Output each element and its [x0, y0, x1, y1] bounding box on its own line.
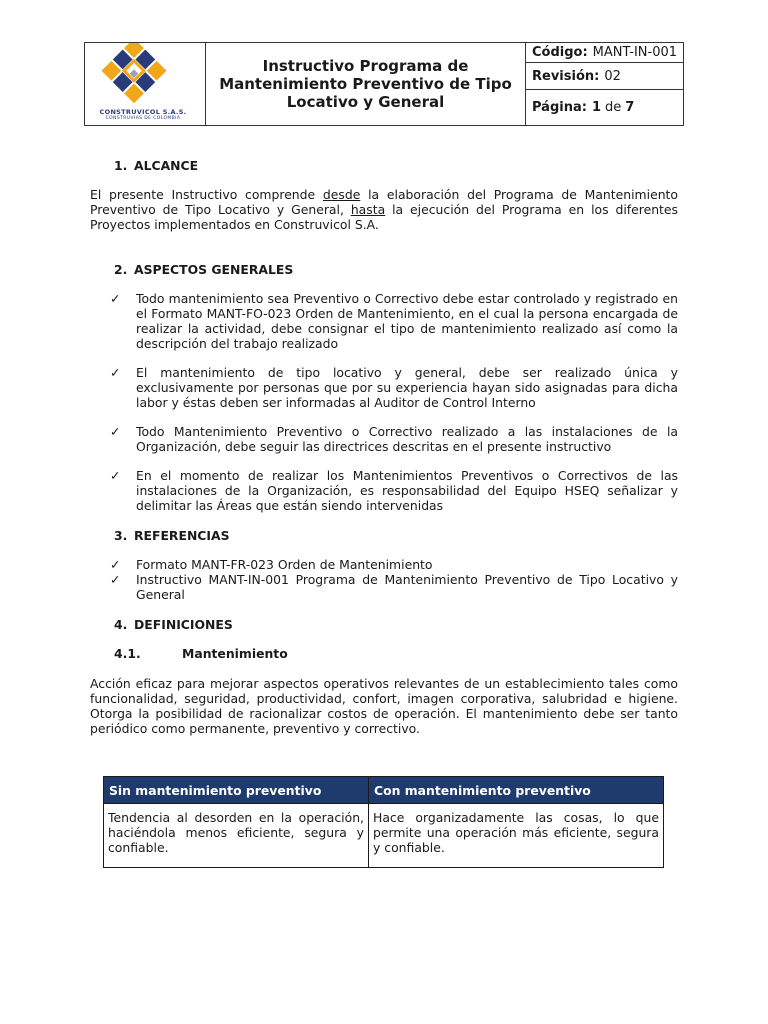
- section-heading-alcance: [114, 158, 678, 173]
- list-item: [90, 365, 678, 410]
- meta-pagina: [526, 90, 683, 125]
- alcance-text-1: El presente Instructivo comprende: [90, 187, 323, 202]
- company-logo: [85, 43, 205, 109]
- list-item: [90, 572, 678, 602]
- checkmark-icon: ✓: [110, 365, 121, 380]
- section-heading-aspectos: [114, 262, 678, 277]
- list-item-text: El mantenimiento de tipo locativo y general, debe ser realizado única y exclusivamente por personas que por su experiencia hayan sido asignadas para dicha labor y éstas deben ser informadas al Auditor de Control Interno: [136, 365, 678, 410]
- section-title: REFERENCIAS: [134, 528, 230, 543]
- document-header: [84, 42, 684, 126]
- aspectos-list: [90, 291, 678, 513]
- table-header-sin: Sin mantenimiento preventivo: [104, 777, 369, 804]
- list-item: [90, 424, 678, 454]
- section-heading-definiciones: [114, 617, 678, 632]
- checkmark-icon: ✓: [110, 557, 121, 572]
- alcance-paragraph: [90, 187, 678, 232]
- meta-revision: [526, 63, 683, 90]
- section-number: 1.: [114, 158, 128, 173]
- logo-company-name: CONSTRUVICOL S.A.S.: [99, 108, 187, 116]
- pagina-of: de: [605, 100, 622, 115]
- logo-cell: [85, 43, 206, 125]
- checkmark-icon: ✓: [110, 572, 121, 587]
- list-item-text: Todo mantenimiento sea Preventivo o Correctivo debe estar controlado y registrado en el Formato MANT-FO-023 Orden de Mantenimiento, en el cual la persona encargada de realizar la actividad, debe consignar el tipo de mantenimiento realizado así como la descripción del trabajo realizado: [136, 291, 678, 351]
- table-cell: Hace organizadamente las cosas, lo que permite una operación más eficiente, segura y confiable.: [369, 804, 664, 868]
- logo-caption: [93, 108, 193, 121]
- alcance-underlined-hasta: hasta: [350, 202, 386, 217]
- subsection-heading-mantenimiento: [114, 646, 678, 661]
- section-number: 3.: [114, 528, 128, 543]
- list-item-text: En el momento de realizar los Mantenimientos Preventivos o Correctivos de las instalaciones de la Organización, es responsabilidad del Equipo HSEQ señalizar y delimitar las Áreas que están siendo intervenidas: [136, 468, 678, 513]
- alcance-text-2: la elaboración del Programa de Mantenimiento Preventivo de Tipo Locativo y General,: [90, 187, 678, 217]
- table-cell: Tendencia al desorden en la operación, haciéndola menos eficiente, segura y confiable.: [104, 804, 369, 868]
- checkmark-icon: ✓: [110, 291, 121, 306]
- section-heading-referencias: [114, 528, 678, 543]
- codigo-label: Código:: [532, 45, 588, 60]
- codigo-value: MANT-IN-001: [592, 45, 678, 60]
- pagina-label: Página:: [532, 100, 587, 115]
- referencias-list: [90, 557, 678, 602]
- document-title: Instructivo Programa de Mantenimiento Preventivo de Tipo Locativo y General: [206, 43, 526, 125]
- pagina-total: 7: [625, 100, 635, 115]
- list-item-text: Formato MANT-FR-023 Orden de Mantenimiento: [136, 557, 433, 572]
- alcance-underlined-desde: desde: [322, 187, 361, 202]
- subsection-title: Mantenimiento: [182, 646, 288, 661]
- definicion-paragraph: Acción eficaz para mejorar aspectos operativos relevantes de un establecimiento tales como funcionalidad, seguridad, productividad, confort, imagen corporativa, salubridad e higiene. Otorga la posibilidad de racionalizar costos de operación. El mantenimiento debe ser tanto periódico como permanente, preventivo y correctivo.: [90, 676, 678, 736]
- table-header-con: Con mantenimiento preventivo: [369, 777, 664, 804]
- meta-codigo: [526, 43, 683, 63]
- comparison-table: [103, 776, 664, 868]
- section-number: 4.: [114, 617, 128, 632]
- section-number: 2.: [114, 262, 128, 277]
- checkmark-icon: ✓: [110, 468, 121, 483]
- subsection-number: 4.1.: [114, 646, 141, 661]
- section-title: DEFINICIONES: [134, 617, 233, 632]
- table-row: [104, 804, 664, 868]
- list-item: [90, 291, 678, 351]
- list-item: [90, 468, 678, 513]
- alcance-text-3: la ejecución del Programa en los diferentes Proyectos implementados en Construvicol S.A.: [90, 202, 678, 232]
- checkmark-icon: ✓: [110, 424, 121, 439]
- pagina-current: 1: [591, 100, 601, 115]
- revision-label: Revisión:: [532, 68, 600, 84]
- table-header-row: [104, 777, 664, 804]
- list-item-text: Instructivo MANT-IN-001 Programa de Mantenimiento Preventivo de Tipo Locativo y General: [136, 572, 678, 602]
- list-item: [90, 557, 678, 572]
- section-title: ALCANCE: [134, 158, 199, 173]
- document-meta: [526, 43, 683, 125]
- revision-value: 02: [604, 68, 621, 84]
- list-item-text: Todo Mantenimiento Preventivo o Correctivo realizado a las instalaciones de la Organización, debe seguir las directrices descritas en el presente instructivo: [136, 424, 678, 454]
- document-body: [90, 158, 678, 736]
- section-title: ASPECTOS GENERALES: [134, 262, 294, 277]
- logo-company-subtitle: CONSTRUVIAS DE COLOMBIA: [105, 116, 181, 121]
